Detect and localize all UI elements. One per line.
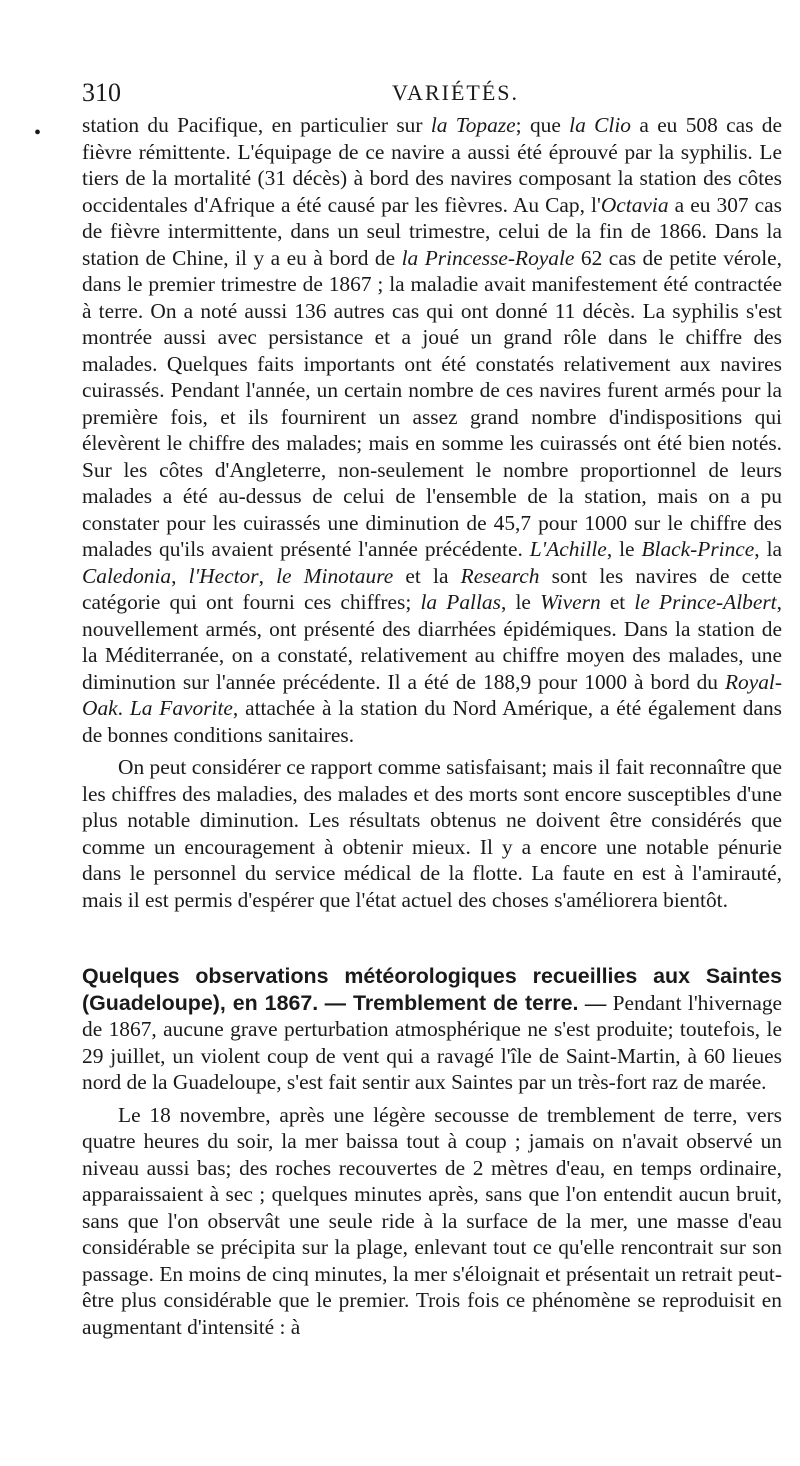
ship-name: Research bbox=[460, 563, 540, 588]
section-spacer bbox=[82, 919, 782, 963]
text-run: . bbox=[117, 696, 130, 720]
section-paragraph bbox=[82, 963, 782, 1096]
text-run: a eu 508 cas de fièvre rémittente. L'équipage de ce navire a aussi été éprouvé par la syphilis. Le tiers de la mortalité (31 décès) à bord des navires composant la station des côtes occidentales d'Afrique a été causé par les fièvres. Au Cap, l' bbox=[82, 113, 782, 217]
ship-name: la Clio bbox=[569, 113, 632, 137]
text-run: a eu 307 cas de fièvre intermittente, dans un seul trimestre, celui de la fin de 1866. Dans la station de Chine, il y a eu à bord de bbox=[82, 192, 782, 270]
text-run: sont les navires de cette catégorie qui ont fourni ces chiffres; bbox=[82, 563, 783, 614]
text-run: , nouvellement armés, ont présenté des diarrhées épidémiques. Dans la station de la Méditerranée, on a constaté, relativement au chiffre moyen des malades, une diminution sur l'année précédente. Il a été de 188,9 pour 1000 à bord du bbox=[82, 590, 782, 694]
page-header bbox=[82, 74, 760, 114]
paragraph-ships-report bbox=[82, 112, 782, 748]
ship-name: Royal-Oak bbox=[82, 669, 782, 720]
ship-name: la Topaze bbox=[430, 113, 516, 137]
text-run: , la bbox=[754, 537, 783, 561]
text-run: station du Pacifique, en particulier sur bbox=[82, 113, 431, 137]
text-run: , bbox=[258, 563, 277, 588]
section-subheading: — Tremblement de terre. bbox=[324, 990, 579, 1015]
ship-name: la Pallas bbox=[420, 590, 501, 614]
ship-name: Caledonia bbox=[82, 563, 172, 588]
page-number: 310 bbox=[82, 78, 121, 107]
ship-name: L'Achille bbox=[529, 537, 607, 561]
text-run: et bbox=[600, 590, 635, 614]
body-text bbox=[82, 112, 782, 1346]
ship-name: La Favorite bbox=[129, 696, 233, 720]
section-text: Pendant l'hivernage de 1867, aucune grave perturbation atmosphérique ne s'est produite; toutefois, le 29 juillet, un violent coup de vent qui a ravagé l'île de Saint-Martin, à 60 lieues nord de la Guadeloupe, s'est fait sentir aux Saintes par un très-fort raz de marée. bbox=[82, 990, 783, 1094]
text-run: , le bbox=[606, 537, 642, 561]
ship-name: Black-Prince bbox=[641, 537, 755, 561]
running-head: VARIÉTÉS. bbox=[392, 80, 519, 105]
ship-name: la Princesse-Royale bbox=[401, 245, 575, 270]
paragraph-earthquake: Le 18 novembre, après une légère secousse de tremblement de terre, vers quatre heures du soir, la mer baissa tout à coup ; jamais on n'avait observé un niveau aussi bas; des roches recouvertes de 2 mètres d'eau, en temps ordinaire, apparaissaient à sec ; quelques minutes après, sans que l'on entendit aucun bruit, sans que l'on observât une seule ride à la surface de la mer, une masse d'eau considérable se précipita sur la plage, enlevant tout ce qu'elle rencontrait sur son passage. En moins de cinq minutes, la mer s'éloignait et présentait un retrait peut-être plus considérable que le premier. Trois fois ce phénomène se reproduisit en augmentant d'intensité : à bbox=[82, 1102, 782, 1339]
ship-name: le Prince-Albert bbox=[634, 590, 777, 614]
text-run: et la bbox=[393, 563, 461, 588]
ship-name: l'Hector bbox=[188, 563, 259, 588]
text-run: , le bbox=[500, 590, 541, 614]
text-run: , attachée à la station du Nord Amérique, a été également dans de bonnes conditions sanitaires. bbox=[82, 696, 782, 747]
section-heading: Quelques observations météorologiques recueillies aux Saintes (Guadeloupe), en 1867. bbox=[82, 964, 782, 1015]
text-run: ; que bbox=[515, 113, 570, 137]
heading-dash: — bbox=[578, 990, 613, 1015]
text-run: 62 cas de petite vérole, dans le premier trimestre de 1867 ; la maladie avait manifestement été contractée à terre. On a noté aussi 136 autres cas qui ont donné 11 décès. La syphilis s'est montrée aussi avec persistance et a joué un grand rôle dans le chiffre des malades. Quelques faits importants ont été constatés relativement aux navires cuirassés. Pendant l'année, un certain nombre de ces navires furent armés pour la première fois, et ils fournirent un assez grand nombre d'indispositions qui élevèrent le chiffre des malades; mais en somme les cuirassés ont été bien notés. Sur les côtes d'Angleterre, non-seulement le nombre proportionnel de leurs malades a été au-dessus de celui de l'ensemble de la station, mais on a pu constater pour les cuirassés une diminution de 45,7 pour 1000 sur le chiffre des malades qu'ils avaient présenté l'année précédente. bbox=[82, 245, 782, 561]
paragraph-conclusion: On peut considérer ce rapport comme satisfaisant; mais il fait reconnaître que les chiffres des maladies, des malades et des morts sont encore susceptibles d'une plus notable diminution. Les résultats obtenus ne doivent être considérés que comme un encouragement à obtenir mieux. Il y a encore une notable pénurie dans le personnel du service médical de la flotte. La faute en est à l'amirauté, mais il est permis d'espérer que l'état actuel des choses s'améliorera bientôt. bbox=[82, 755, 782, 912]
ship-name: Wivern bbox=[540, 590, 601, 614]
ship-name: Octavia bbox=[600, 192, 669, 217]
text-run: , bbox=[171, 563, 189, 588]
margin-dot-icon: • bbox=[34, 122, 42, 144]
ship-name: le Minotaure bbox=[276, 563, 394, 588]
